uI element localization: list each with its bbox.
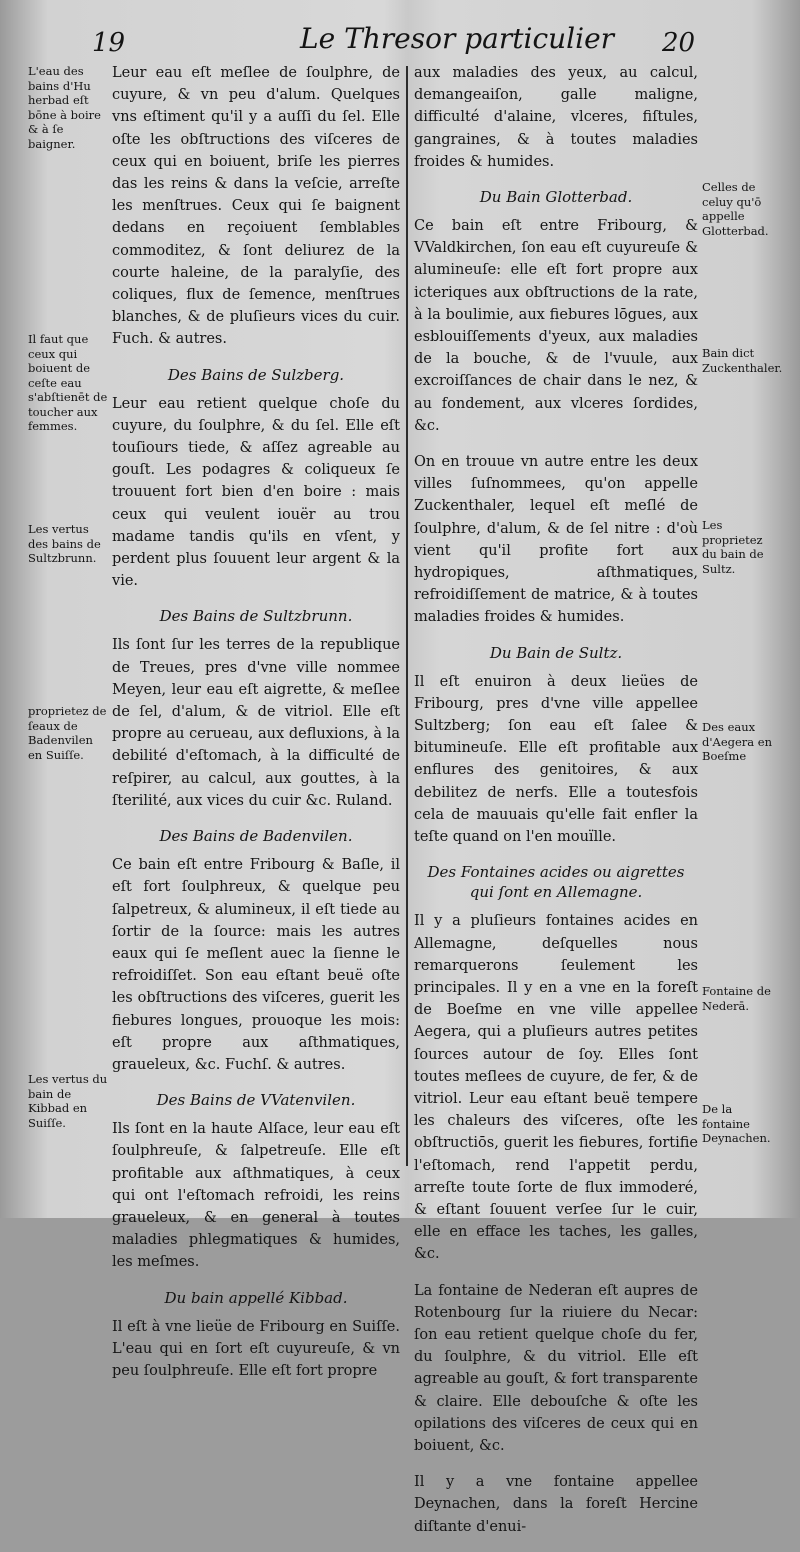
- section-heading: Des Fontaines acides ou aigrettes qui ſont en Allemagne.: [427, 863, 685, 902]
- paragraph: On en trouue vn autre entre les deux villes ſuſnommees, qu'on appelle Zuckenthaler, lequel eſt meſlé de ſoulphre, d'alum, & de ſel nitre : d'où vient qu'il profite fort aux hydropiques, aſthmatiques, refroidiſſement de matrice, & à toutes maladies froides & humides.: [414, 454, 698, 626]
- section-heading: Du bain appellé Kibbad.: [164, 1288, 348, 1307]
- section-heading: Des Bains de Sulzberg.: [167, 365, 345, 384]
- paragraph: Il y a pluſieurs fontaines acides en Allemagne, deſquelles nous remarquerons ſeulement les principales. Il y en a vne en la foreſt de Boeſme en vne ville appellee Aegera, qui a pluſieurs autres petites ſources autour de ſoy. Elles ſont toutes meſlees de cuyure, de fer, & de vitriol. Leur eau eſtant beuë tempere les chaleurs des viſceres, oſte les obſtructiōs, guerit les fiebures, fortifie l'eſtomach, rend l'appetit perdu, arreſte toute ſorte de flux immoderé, & eſtant ſouuent verſee ſur le cuir, elle en efface les taches, les galles, &c.: [414, 913, 698, 1263]
- right-column: [414, 62, 698, 1552]
- margin-note-right: Celles de celuy qu'ō appelle Glotterbad.: [702, 180, 769, 238]
- section-heading: Des Bains de Badenvilen.: [159, 827, 353, 846]
- margin-note-left: Les vertus du bain de Kibbad en Suiſſe.: [28, 1072, 108, 1130]
- paragraph: Ils ſont ſur les terres de la republique de Treues, pres d'vne ville nommee Meyen, leur eau eſt aigrette, & meſlee de ſel, d'alum, & de vitriol. Elle eſt propre au cerueau, aux defluxions, à la debilité d'eſtomach, à la difficulté de reſpirer, au calcul, aux gouttes, à la ſterilité, aux vices du cuir &c. Ruland.: [112, 637, 400, 809]
- paragraph: Il y a vne fontaine appellee Deynachen, dans la foreſt Hercine diſtante d'enui-: [414, 1474, 698, 1535]
- margin-note-left: L'eau des bains d'Hu herbad eſt bōne à boire & à ſe baigner.: [28, 64, 101, 151]
- page-number-right: 20: [662, 28, 696, 58]
- margin-note-right: Les proprietez du bain de Sultz.: [702, 518, 764, 576]
- margin-note-right: Des eaux d'Aegera en Boeſme: [702, 720, 773, 763]
- paragraph: Ce bain eſt entre Fribourg, & VValdkirchen, ſon eau eſt cuyureuſe & alumineuſe: elle eſt fort propre aux icteriques aux obſtructions de la rate, à la boulimie, aux fiebures lōgues, aux esblouiſſements d'yeux, aux maladies de la bouche, & de l'vuule, aux excroiſſances de chair dans le nez, & au fondement, aux vlceres ſordides, &c.: [414, 218, 698, 434]
- section-heading: Du Bain de Sultz.: [489, 643, 623, 662]
- paragraph: Ce bain eſt entre Fribourg & Baſle, il eſt fort ſoulphreux, & quelque peu ſalpetreux, & alumineux, il eſt tiede au ſortir de la ſource: mais les autres eaux qui ſe meſlent auec la ſienne le refroidiſſet. Son eau eſtant beuë oſte les obſtructions des viſceres, guerit les fiebures longues, prouoque les mois: eſt propre aux aſthmatiques, graueleux, &c. Fuchſ. & autres.: [112, 857, 400, 1073]
- running-title: Le Thresor particulier: [300, 22, 615, 55]
- paragraph: aux maladies des yeux, au calcul, demangeaiſon, galle maligne, difficulté d'alaine, vlceres, fiſtules, gangraines, & à toutes maladies froides & humides.: [414, 65, 698, 170]
- section-heading: Des Bains de VVatenvilen.: [156, 1091, 356, 1110]
- left-column: [112, 62, 400, 1396]
- paragraph: Ils ſont en la haute Alſace, leur eau eſt ſoulphreuſe, & ſalpetreuſe. Elle eſt profitable aux aſthmatiques, à ceux qui ont l'eſtomach refroidi, les reins graueleux, & en general à toutes maladies phlegmatiques & humides, les meſmes.: [112, 1121, 400, 1271]
- section-heading: Des Bains de Sultzbrunn.: [159, 607, 353, 626]
- margin-note-right: Bain dict Zuckenthaler.: [702, 346, 783, 375]
- margin-note-right: De la fontaine Deynachen.: [702, 1102, 771, 1145]
- margin-note-left: proprietez de ſeaux de Badenvilen en Suiſſe.: [28, 704, 107, 762]
- paragraph: Il eſt enuiron à deux lieües de Fribourg, pres d'vne ville appellee Sultzberg; ſon eau eſt ſalee & bitumineuſe. Elle eſt profitable aux enflures des genitoires, & aux debilitez de nerfs. Elle a toutesfois cela de mauuais qu'elle fait enfler la teſte quand on l'en mouïlle.: [414, 673, 698, 846]
- paragraph: Il eſt à vne lieüe de Fribourg en Suiſſe. L'eau qui en ſort eſt cuyureuſe, & vn peu ſoulphreuſe. Elle eſt fort propre: [112, 1318, 400, 1379]
- page-number-left: 19: [92, 28, 126, 58]
- margin-note-left: Les vertus des bains de Sultzbrunn.: [28, 522, 101, 565]
- section-heading: Du Bain Glotterbad.: [479, 188, 633, 207]
- margin-note-left: Il faut que ceux qui boiuent de ceſte eau s'abſtienēt de toucher aux femmes.: [28, 332, 108, 433]
- paragraph: La fontaine de Nederan eſt aupres de Rotenbourg ſur la riuiere du Necar: ſon eau retient quelque choſe du fer, du ſoulphre, & du vitriol. Elle eſt agreable au gouſt, & fort transparente & claire. Elle debouſche & oſte les opilations des viſceres de ceux qui en boiuent, &c.: [414, 1282, 698, 1454]
- paragraph: Leur eau eſt meſlee de ſoulphre, de cuyure, & vn peu d'alum. Quelques vns eſtiment qu'il y a auſſi du ſel. Elle oſte les obſtructions des viſceres de ceux qui en boiuent, briſe les pierres das les reins & dans la veſcie, arreſte les menſtrues. Ceux qui ſe baignent dedans en reçoiuent ſemblables commoditez, & ſont deliurez de la courte haleine, de la paralyſie, des coliques, flux de ſemence, menſtrues blanches, & de pluſieurs vices du cuir. Fuch. & autres.: [112, 65, 400, 348]
- column-divider: [406, 66, 408, 1166]
- margin-note-right: Fontaine de Nederā.: [702, 984, 771, 1013]
- paragraph: Leur eau retient quelque choſe du cuyure, du ſoulphre, & du ſel. Elle eſt touſiours tiede, & aſſez agreable au gouſt. Les podagres & coliqueux ſe trouuent fort bien d'en boire : mais ceux qui veulent iouër au trou madame tandis qu'ils en vſent, y perdent plus ſouuent leur argent & la vie.: [112, 395, 400, 590]
